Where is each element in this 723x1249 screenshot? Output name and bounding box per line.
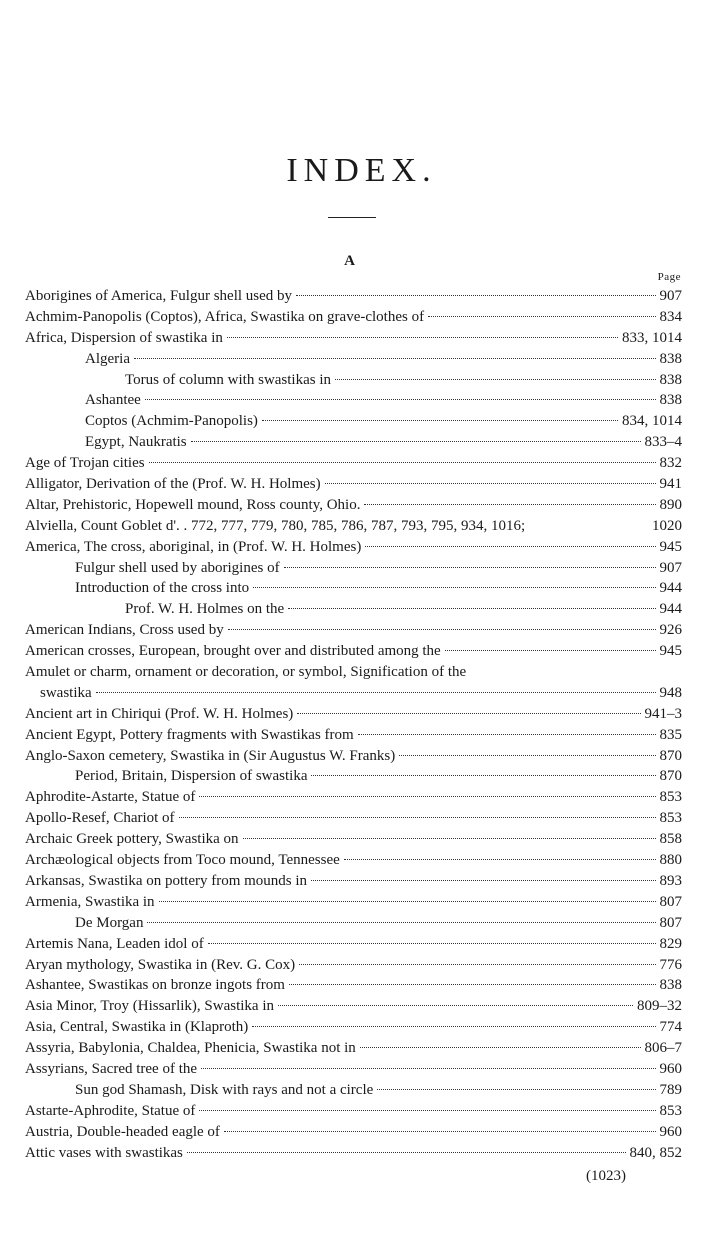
index-entry [25, 913, 682, 934]
index-entry-page: 829 [659, 935, 682, 952]
index-entry [25, 1080, 682, 1101]
index-entry-text: Africa, Dispersion of swastika in [25, 329, 223, 346]
index-entry [25, 850, 682, 871]
dot-leader [134, 357, 656, 359]
index-entry-text: Introduction of the cross into [75, 580, 250, 597]
dot-leader [364, 503, 655, 505]
index-entry [25, 578, 682, 599]
index-entry [25, 1038, 682, 1059]
index-entry-page: 945 [659, 538, 682, 555]
dot-leader [199, 795, 655, 797]
index-entry-text: Period, Britain, Dispersion of swastika [75, 768, 308, 785]
dot-leader [224, 1130, 656, 1132]
dot-leader [289, 983, 656, 985]
index-entry [25, 641, 682, 662]
index-entry-text: Austria, Double-headed eagle of [25, 1123, 220, 1140]
index-entry [25, 808, 682, 829]
dot-leader [187, 1151, 626, 1153]
index-entry-page: 960 [659, 1060, 682, 1077]
index-entry-text: America, The cross, aboriginal, in (Prof. W. H. Holmes) [25, 538, 362, 555]
index-entry-text: Torus of column with swastikas in [125, 371, 332, 388]
dot-leader [299, 963, 655, 965]
dot-leader [228, 628, 656, 630]
index-entry-text: Astarte-Aphrodite, Statue of [25, 1102, 196, 1119]
dot-leader [252, 1025, 655, 1027]
index-entry [25, 495, 682, 516]
section-letter: A [344, 253, 356, 269]
index-entry [25, 370, 682, 391]
index-entry-page: 834, 1014 [622, 413, 682, 430]
index-entry-text: Sun god Shamash, Disk with rays and not a circle [75, 1081, 374, 1098]
dot-leader [145, 398, 656, 400]
index-entry-text: swastika [40, 684, 92, 701]
index-entry [25, 725, 682, 746]
index-entry-text: Aryan mythology, Swastika in (Rev. G. Cox) [25, 956, 296, 973]
index-entry-text: Coptos (Achmim-Panopolis) [85, 413, 258, 430]
dot-leader [201, 1067, 655, 1069]
index-entry-page: 944 [659, 580, 682, 597]
dot-leader [253, 586, 655, 588]
dot-leader [199, 1109, 655, 1111]
dot-leader [428, 315, 655, 317]
index-entry-text: American Indians, Cross used by [25, 622, 224, 639]
index-entry-page: 880 [659, 852, 682, 869]
index-entry-page: 893 [659, 872, 682, 889]
index-entry [25, 432, 682, 453]
index-entry-page: 926 [659, 622, 682, 639]
index-entry-page: 833, 1014 [622, 329, 682, 346]
index-entry-text: Alligator, Derivation of the (Prof. W. H. Holmes) [25, 476, 321, 493]
page-title: INDEX. [286, 152, 437, 189]
index-entry-page: 838 [659, 977, 682, 994]
index-entry-text: Aphrodite-Astarte, Statue of [25, 789, 196, 806]
index-entry-page: 838 [659, 350, 682, 367]
index-entry-page: 941 [659, 476, 682, 493]
index-entry-text: Assyria, Babylonia, Chaldea, Phenicia, Swastika not in [25, 1040, 356, 1057]
index-entry [25, 892, 682, 913]
dot-leader [262, 419, 618, 421]
index-entry-page: 907 [659, 559, 682, 576]
dot-leader [311, 774, 655, 776]
dot-leader [358, 733, 656, 735]
index-entry-text: Artemis Nana, Leaden idol of [25, 935, 204, 952]
index-entry-page: 1020 [652, 517, 682, 534]
index-entry-page: 774 [659, 1019, 682, 1036]
index-entry [25, 975, 682, 996]
index-entry-page: 807 [659, 893, 682, 910]
dot-leader [365, 545, 655, 547]
index-entry-page: 853 [659, 1102, 682, 1119]
dot-leader [278, 1004, 633, 1006]
index-entry-page: 832 [659, 455, 682, 472]
index-entry-text: Age of Trojan cities [25, 455, 145, 472]
index-entry [25, 787, 682, 808]
dot-leader [284, 566, 656, 568]
index-entry-text: Altar, Prehistoric, Hopewell mound, Ross county, Ohio. [25, 496, 361, 513]
index-entry-text: Ashantee [85, 392, 141, 409]
index-entry-page: 858 [659, 831, 682, 848]
index-entry-page: 941–3 [644, 705, 682, 722]
index-entry-text: Ashantee, Swastikas on bronze ingots from [25, 977, 285, 994]
dot-leader [227, 336, 618, 338]
index-entry [25, 537, 682, 558]
index-entry-text: Ancient Egypt, Pottery fragments with Swastikas from [25, 726, 354, 743]
index-entry-page: 890 [659, 496, 682, 513]
index-entry-page: 870 [659, 747, 682, 764]
index-entry-text: Achmim-Panopolis (Coptos), Africa, Swastika on grave-clothes of [25, 308, 425, 325]
index-entry [25, 1017, 682, 1038]
dot-leader [311, 879, 655, 881]
dot-leader [191, 440, 641, 442]
page-column-label: Page [657, 271, 681, 283]
index-entry-text: Assyrians, Sacred tree of the [25, 1060, 198, 1077]
index-entry-page: 834 [659, 308, 682, 325]
index-entry-page: 870 [659, 768, 682, 785]
index-entry [25, 746, 682, 767]
index-entry [25, 286, 682, 307]
index-entry-page: 776 [659, 956, 682, 973]
index-entry [25, 474, 682, 495]
index-entry [25, 766, 682, 787]
index-entry-text: Attic vases with swastikas [25, 1144, 183, 1161]
dot-leader [149, 461, 656, 463]
index-entry-page: 853 [659, 810, 682, 827]
index-entry [25, 934, 682, 955]
index-entry [25, 662, 682, 683]
index-entry [25, 453, 682, 474]
index-entry-text: Asia, Central, Swastika in (Klaproth) [25, 1019, 249, 1036]
dot-leader [470, 671, 678, 672]
index-entries-list [25, 286, 682, 1163]
index-entry [25, 411, 682, 432]
dot-leader [208, 942, 656, 944]
index-entry [25, 307, 682, 328]
index-entry-text: Archaic Greek pottery, Swastika on [25, 831, 239, 848]
index-entry [25, 558, 682, 579]
dot-leader [529, 525, 648, 526]
index-entry [25, 1143, 682, 1164]
index-entry-text: American crosses, European, brought over and distributed among the [25, 643, 441, 660]
index-entry [25, 1101, 682, 1122]
dot-leader [96, 691, 656, 693]
index-entry-page: 944 [659, 601, 682, 618]
index-entry-text: Anglo-Saxon cemetery, Swastika in (Sir Augustus W. Franks) [25, 747, 396, 764]
index-entry-text: De Morgan [75, 914, 144, 931]
index-entry-text: Prof. W. H. Holmes on the [125, 601, 285, 618]
dot-leader [377, 1088, 655, 1090]
index-entry [25, 516, 682, 537]
index-entry-page: 807 [659, 914, 682, 931]
index-entry [25, 704, 682, 725]
title-divider [328, 217, 376, 218]
index-entry [25, 620, 682, 641]
index-entry [25, 871, 682, 892]
dot-leader [335, 378, 655, 380]
index-entry-text: Alviella, Count Goblet d'. . 772, 777, 779, 780, 785, 786, 787, 793, 795, 934, 1016; [25, 517, 526, 534]
index-entry-page: 945 [659, 643, 682, 660]
index-entry-text: Asia Minor, Troy (Hissarlik), Swastika in [25, 998, 274, 1015]
dot-leader [296, 294, 655, 296]
index-entry-page: 838 [659, 392, 682, 409]
index-entry-text: Fulgur shell used by aborigines of [75, 559, 280, 576]
dot-leader [445, 649, 656, 651]
index-entry-text: Algeria [85, 350, 130, 367]
dot-leader [147, 921, 655, 923]
index-entry-text: Arkansas, Swastika on pottery from mounds in [25, 872, 308, 889]
index-entry-page: 806–7 [644, 1040, 682, 1057]
index-entry [25, 955, 682, 976]
dot-leader [288, 607, 655, 609]
index-entry-page: 833–4 [644, 434, 682, 451]
index-entry [25, 349, 682, 370]
index-entry-text: Archæological objects from Toco mound, Tennessee [25, 852, 340, 869]
index-entry-page: 907 [659, 288, 682, 304]
index-entry-text: Aborigines of America, Fulgur shell used by [25, 288, 293, 304]
index-entry [25, 599, 682, 620]
dot-leader [297, 712, 640, 714]
index-entry-page: 809–32 [637, 998, 682, 1015]
index-entry [25, 829, 682, 850]
index-entry [25, 390, 682, 411]
index-entry-text: Egypt, Naukratis [85, 434, 187, 451]
index-entry-page: 840, 852 [629, 1144, 682, 1161]
index-entry-page: 960 [659, 1123, 682, 1140]
index-entry-page: 853 [659, 789, 682, 806]
index-entry-page: 838 [659, 371, 682, 388]
index-entry [25, 1122, 682, 1143]
index-entry [25, 996, 682, 1017]
dot-leader [399, 754, 655, 756]
dot-leader [179, 816, 656, 818]
index-entry [25, 328, 682, 349]
index-entry-page: 835 [659, 726, 682, 743]
index-entry-text: Amulet or charm, ornament or decoration, or symbol, Signification of the [25, 664, 467, 681]
index-entry-text: Armenia, Swastika in [25, 893, 155, 910]
dot-leader [159, 900, 656, 902]
footer-page-number: (1023) [586, 1168, 626, 1184]
dot-leader [360, 1046, 641, 1048]
index-entry [25, 1059, 682, 1080]
dot-leader [243, 837, 656, 839]
dot-leader [325, 482, 656, 484]
index-entry-text: Apollo-Resef, Chariot of [25, 810, 175, 827]
index-entry-page: 789 [659, 1081, 682, 1098]
index-entry-page: 948 [659, 684, 682, 701]
dot-leader [344, 858, 656, 860]
index-entry-text: Ancient art in Chiriqui (Prof. W. H. Holmes) [25, 705, 294, 722]
index-entry [25, 683, 682, 704]
